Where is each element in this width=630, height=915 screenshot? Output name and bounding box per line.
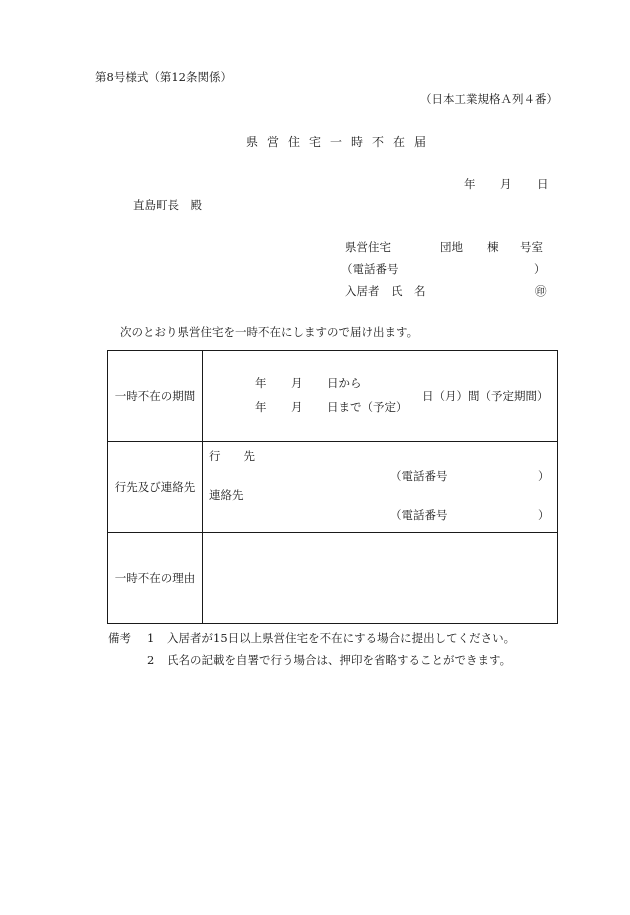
- seal-mark: ㊞: [535, 284, 547, 298]
- gou-label: 号室: [520, 240, 543, 254]
- destination-row: [108, 442, 558, 533]
- period-row: [108, 351, 558, 442]
- from-month: 月: [291, 376, 303, 390]
- note-2-number: 2: [147, 653, 155, 667]
- paper-size-note: （日本工業規格Ａ列４番）: [420, 92, 558, 106]
- destination-label: 行先及び連絡先: [108, 442, 203, 533]
- note-2-text: 氏名の記載を自署で行う場合は、押印を省略することができます。: [167, 653, 512, 667]
- dest-phone-open: （電話番号: [390, 469, 448, 483]
- dest-label: 行 先: [209, 449, 255, 463]
- notice-form-table: [107, 350, 558, 624]
- to-day: 日まで（予定）: [327, 400, 408, 414]
- reason-cell[interactable]: [203, 533, 558, 624]
- duration-text: 日（月）間（予定期間）: [422, 389, 549, 403]
- dest-phone-close: ）: [538, 469, 550, 483]
- intro-text: 次のとおり県営住宅を一時不在にしますので届け出ます。: [120, 325, 419, 339]
- from-day: 日から: [327, 376, 362, 390]
- form-number: 第8号様式（第12条関係）: [95, 70, 232, 84]
- notes-label: 備考: [108, 631, 131, 645]
- addressee: 直島町長 殿: [133, 198, 202, 212]
- contact-phone-open: （電話番号: [390, 508, 448, 522]
- document-title: 県営住宅一時不在届: [246, 135, 436, 149]
- from-year: 年: [255, 376, 267, 390]
- danchi-label: 団地: [440, 240, 463, 254]
- applicant-phone-open: （電話番号: [341, 262, 399, 276]
- contact-phone-close: ）: [538, 508, 550, 522]
- to-month: 月: [291, 400, 303, 414]
- resident-name-label: 入居者 氏 名: [345, 284, 426, 298]
- date-month: 月: [500, 177, 512, 191]
- housing-label: 県営住宅: [345, 240, 391, 254]
- period-cell[interactable]: [203, 351, 558, 442]
- reason-row: [108, 533, 558, 624]
- date-day: 日: [537, 177, 549, 191]
- to-year: 年: [255, 400, 267, 414]
- note-1-number: 1: [147, 631, 155, 645]
- period-label: 一時不在の期間: [108, 351, 203, 442]
- applicant-phone-close: ）: [534, 262, 546, 276]
- contact-label: 連絡先: [209, 488, 244, 502]
- tou-label: 棟: [487, 240, 499, 254]
- date-year: 年: [464, 177, 476, 191]
- note-1-text: 入居者が15日以上県営住宅を不在にする場合に提出してください。: [167, 631, 516, 645]
- destination-cell[interactable]: [203, 442, 558, 533]
- reason-label: 一時不在の理由: [108, 533, 203, 624]
